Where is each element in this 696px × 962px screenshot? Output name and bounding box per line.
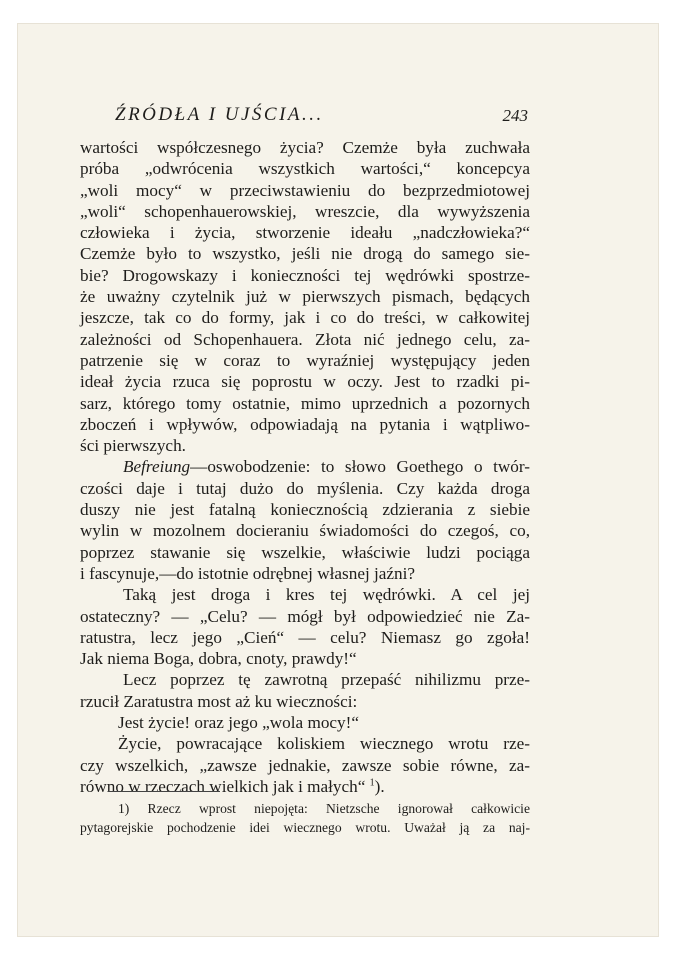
footnote-rule xyxy=(108,791,220,792)
running-title: ŹRÓDŁA I UJŚCIA... xyxy=(115,104,324,125)
text-fragment: ). xyxy=(374,776,385,796)
text-line: ratustra, lecz jego „Cień“ — celu? Niemasz go zgoła! xyxy=(80,627,530,647)
page-header xyxy=(103,98,528,132)
text-line: próba „odwrócenia wszystkich wartości,“ koncepcya xyxy=(80,159,530,179)
text-line xyxy=(80,456,530,477)
footnote-line xyxy=(80,799,530,818)
text-line: Życie, powracające koliskiem wiecznego wrotu rze- xyxy=(118,734,530,754)
text-line: jeszcze, tak co do formy, jak i co do treści, w całkowitej xyxy=(80,308,530,328)
footnotes xyxy=(80,799,530,837)
text-line: zboczeń i wpływów, odpowiadają na pytania i wątpliwo- xyxy=(80,414,530,434)
text-line: patrzenie się w coraz to wyraźniej występujący jeden xyxy=(80,350,530,370)
paragraph-2 xyxy=(80,456,530,584)
text-line: rzucił Zaratustra most aż ku wieczności: xyxy=(80,691,358,711)
footnote-reference: 1 xyxy=(369,777,375,789)
paragraph-6 xyxy=(80,733,530,797)
text-line: ostateczny? — „Celu? — mógł był odpowiedzieć nie Za- xyxy=(80,606,530,626)
text-line: ideał życia rzuca się poprostu w oczy. Jest to rzadki pi- xyxy=(80,372,530,392)
text-fragment: —oswobodzenie: to słowo Goethego o twór- xyxy=(190,457,530,477)
paragraph-1 xyxy=(80,137,530,456)
text-line: sarz, którego tomy ostatnie, mimo uprzednich a pozornych xyxy=(80,393,530,413)
text-line: Jest życie! oraz jego „wola mocy!“ xyxy=(118,713,359,733)
paragraph-4 xyxy=(80,669,530,712)
page-number: 243 xyxy=(502,106,528,125)
paragraph-5 xyxy=(80,712,530,733)
text-line: „woli“ schopenhauerowskiej, wreszcie, dla wywyższenia xyxy=(80,201,530,221)
text-line xyxy=(80,776,530,797)
text-line: poprzez stawanie się wszelkie, właściwie ludzi pociąga xyxy=(80,542,530,562)
paragraph-3 xyxy=(80,584,530,669)
main-text xyxy=(80,137,530,797)
text-line: „woli mocy“ w przeciwstawieniu do bezprzedmiotowej xyxy=(80,180,530,200)
text-line: zależności od Schopenhauera. Złota nić jednego celu, za- xyxy=(80,329,530,349)
text-line: duszy nie jest fatalną koniecznością zdzierania z siebie xyxy=(80,500,530,520)
text-line: czy wszelkich, „zawsze jednakie, zawsze sobie równe, za- xyxy=(80,755,530,775)
footnote-line: pytagorejskie pochodzenie idei wiecznego wrotu. Uważał ją za naj- xyxy=(80,820,530,835)
text-line: człowieka i życia, stworzenie ideału „nadczłowieka?“ xyxy=(80,223,530,243)
text-line: Lecz poprzez tę zawrotną przepaść nihilizmu prze- xyxy=(123,670,530,690)
text-line: Jak niema Boga, dobra, cnoty, prawdy!“ xyxy=(80,649,357,669)
text-line: i fascynuje,—do istotnie odrębnej własnej jaźni? xyxy=(80,563,416,583)
text-line: Czemże było to wszystko, jeśli nie drogą do samego sie- xyxy=(80,244,530,264)
footnote-marker: 1) xyxy=(118,801,130,816)
text-fragment: Rzecz wprost niepojęta: Nietzsche ignorował całkowicie xyxy=(147,801,530,816)
text-line: ści pierwszych. xyxy=(80,436,186,456)
text-line: bie? Drogowskazy i konieczności tej wędrówki spostrze- xyxy=(80,265,530,285)
text-line: wylin w mozolnem docieraniu świadomości do czegoś, co, xyxy=(80,521,530,541)
text-line: czości daje i tutaj dużo do myślenia. Czy każda droga xyxy=(80,478,530,498)
text-line: wartości współczesnego życia? Czemże była zuchwała xyxy=(80,138,530,157)
emphasis-befreiung: Befreiung xyxy=(123,457,191,477)
text-fragment: równo w rzeczach wielkich jak i małych“ xyxy=(80,776,366,796)
text-line: że uważny czytelnik już w pierwszych pismach, będących xyxy=(80,287,530,307)
text-line: Taką jest droga i kres tej wędrówki. A cel jej xyxy=(123,585,530,605)
